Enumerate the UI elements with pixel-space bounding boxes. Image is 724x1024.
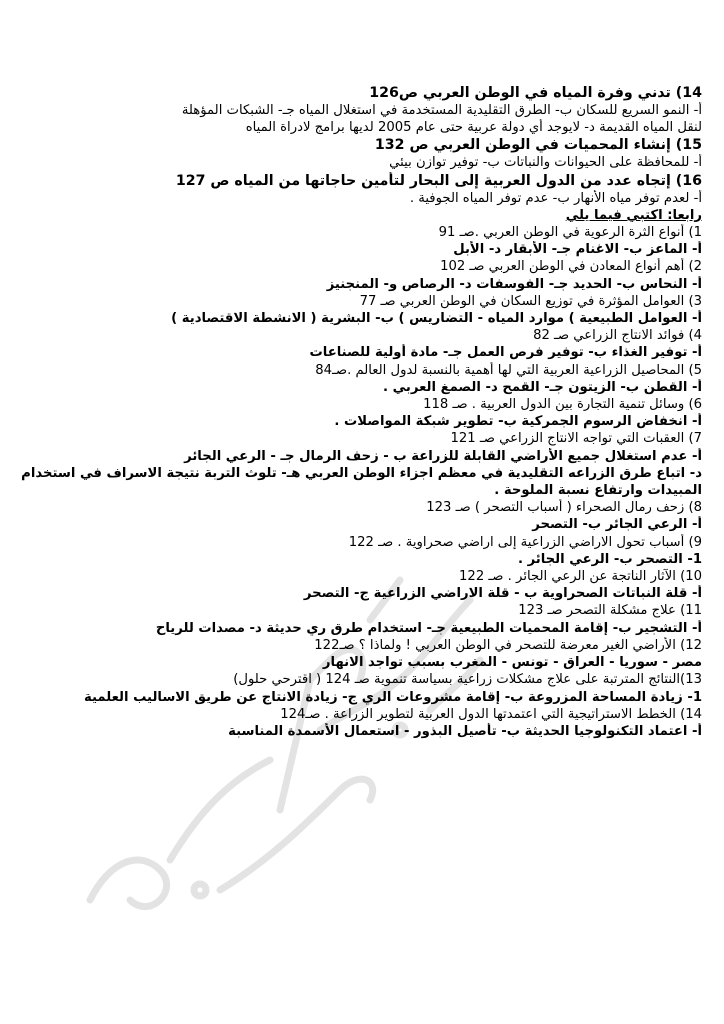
answer-line: رابعا: اكتبي فيما يلي bbox=[565, 207, 702, 223]
answer-line: أ- انخفاض الرسوم الجمركية ب- تطوير شبكة المواصلات . bbox=[334, 414, 702, 430]
question-line: 6) وسائل تنمية التجارة بين الدول العربية . صـ 118 bbox=[423, 397, 702, 413]
answer-line: أ- التشجير ب- إقامة المحميات الطبيعية جـ- استخدام طرق ري حديثة د- مصدات للرياح bbox=[155, 620, 702, 636]
question-line: 3) العوامل المؤثرة في توزيع السكان في الوطن العربي صـ 77 bbox=[359, 293, 702, 309]
answer-line: 1- زيادة المساحة المزروعة ب- إقامة مشروعات الري ج- زيادة الانتاج عن طريق الاساليب العلمية bbox=[83, 689, 702, 705]
question-line: 10) الآثار الناتجة عن الرعي الجائر . صـ 122 bbox=[459, 569, 702, 585]
question-line: 9) أسباب تحول الاراضي الزراعية إلى اراضي صحراوية . صـ 122 bbox=[348, 534, 702, 550]
answer-line: أ- الماعز ب- الاغنام جـ- الأبقار د- الأبل bbox=[453, 242, 702, 258]
question-line: 14) الخطط الاستراتيجية التي اعتمدتها الدول العربية لتطوير الزراعة . صـ124 bbox=[280, 706, 702, 722]
question-heading: 15) إنشاء المحميات في الوطن العربي ص 132 bbox=[374, 137, 702, 154]
answer-line: أ- العوامل الطبيعية ) موارد المياه - التضاريس ) ب- البشرية ( الانشطة الاقتصادية ) bbox=[171, 311, 702, 327]
question-line: 4) فوائد الانتاج الزراعي صـ 82 bbox=[533, 328, 702, 344]
question-heading: 14) تدني وفرة المياه في الوطن العربي ص126 bbox=[369, 85, 702, 101]
question-line: 12) الأراضي الغير معرضة للتصحر في الوطن العربي ! ولماذا ؟ صـ122 bbox=[314, 637, 702, 653]
answer-line: أ- توفير الغذاء ب- توفير فرص العمل جـ- مادة أولية للصناعات bbox=[309, 345, 702, 361]
question-line: 7) العقبات التي تواجه الانتاج الزراعي صـ 121 bbox=[450, 431, 702, 447]
answer-line: أ- القطن ب- الزيتون جـ- القمح د- الصمغ العربي . bbox=[382, 379, 702, 395]
question-line: لنقل المياه القديمة د- لايوجد أي دولة عربية حتى عام 2005 لديها برامج لادراة المياه bbox=[245, 120, 702, 136]
question-line: 11) علاج مشكلة التصحر صـ 123 bbox=[518, 603, 702, 619]
question-line: أ- لعدم توفر مياه الأنهار ب- عدم توفر المياه الجوفية . bbox=[409, 190, 702, 206]
answer-line: أ- النحاس ب- الحديد جـ- الفوسفات د- الرصاص و- المنجنيز bbox=[326, 276, 702, 292]
answer-line: أ- اعتماد التكنولوجيا الحديثة ب- تأصيل البذور - استعمال الأسمدة المناسبة bbox=[228, 723, 702, 739]
question-line: 5) المحاصيل الزراعية العربية التي لها أهمية بالنسبة لدول العالم .صـ84 bbox=[315, 362, 702, 378]
question-line: 13)النتائج المترتبة على علاج مشكلات زراعية بسياسة تنموية صـ 124 ( اقترحي حلول) bbox=[233, 672, 702, 688]
question-line: 1) أنواع الثرة الرعوية في الوطن العربي .صـ 91 bbox=[438, 225, 702, 241]
answer-line: أ- قلة النباتات الصحراوية ب - قلة الاراضي الزراعية ج- التصحر bbox=[303, 586, 702, 602]
question-line: أ- للمحافظة على الحيوانات والنباتات ب- توفير توازن بيئي bbox=[389, 155, 702, 171]
answer-line: 1- التصحر ب- الرعي الجائر . bbox=[517, 551, 702, 567]
question-line: أ- النمو السريع للسكان ب- الطرق التقليدية المستخدمة في استغلال المياه جـ- الشبكات المؤهلة bbox=[181, 103, 702, 118]
question-heading: 16) إتجاه عدد من الدول العربية إلى البحار لتأمين حاجاتها من المياه ص 127 bbox=[175, 172, 702, 189]
answer-line: أ- الرعي الجائر ب- التصحر bbox=[532, 517, 702, 533]
answer-line: مصر - سوريا - العراق - تونس - المغرب بسبب تواجد الانهار bbox=[322, 655, 702, 671]
study-notes-text bbox=[18, 84, 702, 740]
question-line: 2) أهم أنواع المعادن في الوطن العربي صـ 102 bbox=[440, 259, 702, 275]
answer-line: أ- عدم استغلال جميع الأراضي القابلة للزراعة ب - زحف الرمال جـ - الرعي الجائر bbox=[184, 448, 702, 464]
question-line: 8) زحف رمال الصحراء ( أسباب التصحر ) صـ 123 bbox=[426, 500, 702, 516]
answer-line: د- اتباع طرق الزراعه التقليدية في معظم اجزاء الوطن العربي هـ- تلوث التربة نتيجة الاسراف في استخدام المبيدات وارتفاع نسبة الملوحة . bbox=[21, 465, 702, 499]
